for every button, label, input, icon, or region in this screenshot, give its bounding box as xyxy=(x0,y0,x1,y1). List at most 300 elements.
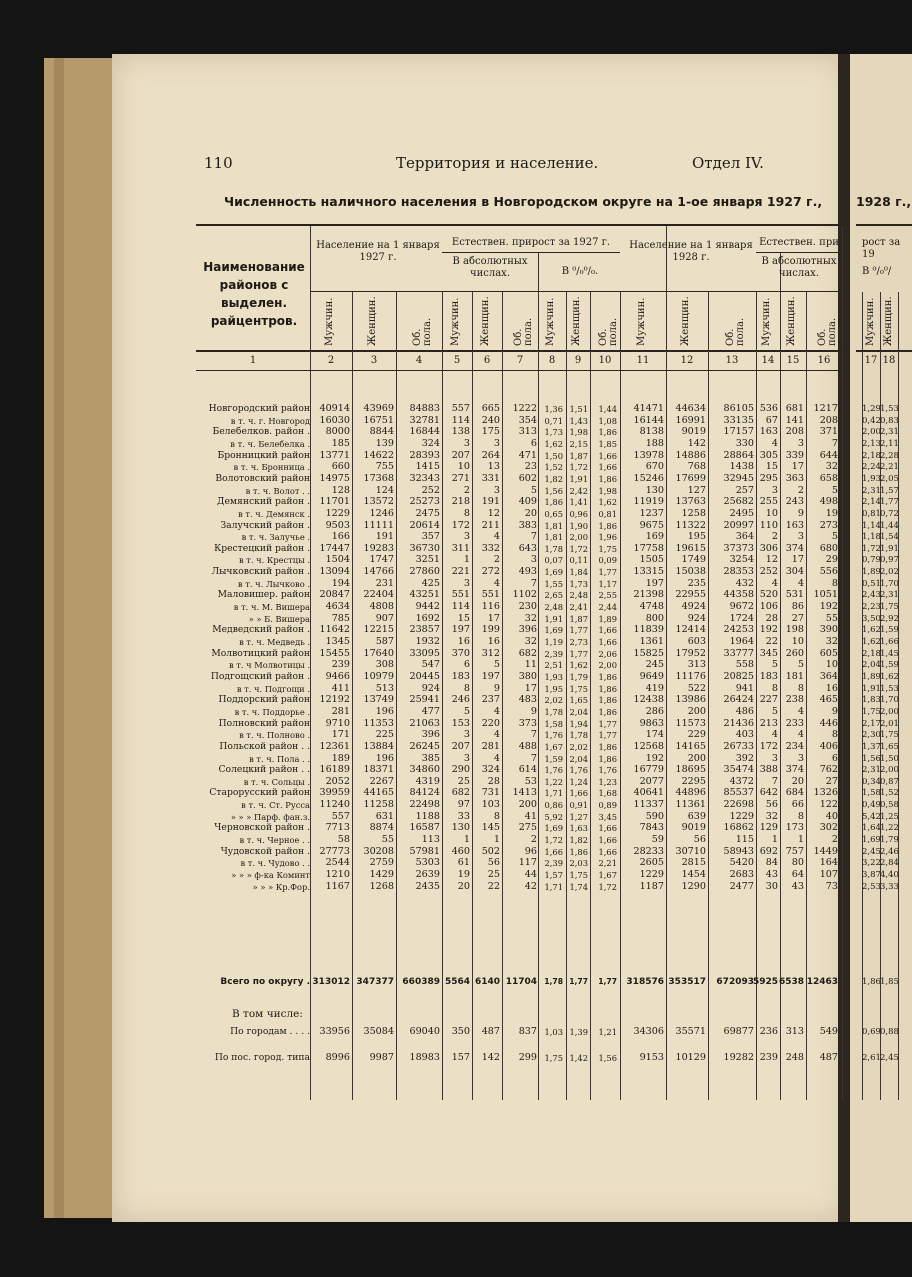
table-row xyxy=(194,753,844,765)
cell: 7 xyxy=(530,531,537,543)
next-page-cell: 3,33 xyxy=(880,881,899,892)
cell: 17 xyxy=(791,461,804,473)
cell: 2,39 xyxy=(544,648,563,659)
cell: 1,90 xyxy=(569,520,588,531)
cell: 172 xyxy=(451,519,470,531)
next-page-cell: 2,13 xyxy=(862,438,881,449)
next-page-cell: 2,31 xyxy=(862,765,881,776)
cell: 69877 xyxy=(723,1026,754,1037)
table-row xyxy=(194,415,844,427)
cell: 69040 xyxy=(409,1026,440,1037)
cell: 1361 xyxy=(639,636,664,647)
cell: 477 xyxy=(421,705,440,717)
cell: 233 xyxy=(785,717,804,729)
next-page-row xyxy=(862,811,912,823)
cell: 271 xyxy=(451,472,470,484)
pct-next-header: В ⁰/₀⁰/ xyxy=(862,266,892,277)
cell: 13572 xyxy=(363,496,394,508)
next-page-row xyxy=(862,834,912,846)
cell: 18371 xyxy=(363,764,394,776)
cell: 354 xyxy=(518,414,537,426)
next-page-row xyxy=(862,578,912,590)
cell: 2,00 xyxy=(598,660,617,671)
cell: 1,66 xyxy=(598,462,617,473)
column-number: 13 xyxy=(725,355,739,366)
cell: 2,02 xyxy=(569,741,588,752)
next-page-cell: 5,42 xyxy=(862,811,881,822)
cell: 681 xyxy=(785,403,804,414)
cell: 350 xyxy=(451,1026,470,1037)
cell: 16991 xyxy=(675,414,706,426)
cell: 12463 xyxy=(806,977,838,987)
row-name: в т. ч. Лычково . xyxy=(237,578,310,589)
next-page-cell: 1,54 xyxy=(880,532,899,543)
cell: 174 xyxy=(645,729,664,741)
cell: 324 xyxy=(421,437,440,449)
cell: 318576 xyxy=(626,977,664,987)
cell: 487 xyxy=(481,1026,500,1037)
cell: 4 xyxy=(493,729,500,741)
cell: 3 xyxy=(797,752,804,764)
cell: 471 xyxy=(518,449,537,461)
cell: 195 xyxy=(687,531,706,543)
table-row xyxy=(194,601,844,613)
row-name: Залучский район . xyxy=(220,519,310,531)
cell: 40641 xyxy=(633,787,664,799)
cell: 13771 xyxy=(319,449,350,461)
column-number: 3 xyxy=(370,355,378,366)
cell: 19 xyxy=(457,869,470,880)
next-page-cell: 1,93 xyxy=(862,473,881,484)
next-page-cell: 1,14 xyxy=(862,520,881,531)
cell: 403 xyxy=(735,729,754,741)
next-page-cell: 0,42 xyxy=(862,415,881,426)
cell: 13094 xyxy=(319,566,350,578)
cell: 1,76 xyxy=(544,730,563,741)
next-page-cell: 1,52 xyxy=(880,788,899,799)
cell: 175 xyxy=(481,426,500,438)
cell: 20 xyxy=(791,775,804,787)
cell: 2,48 xyxy=(544,602,563,613)
cell: 488 xyxy=(518,740,537,752)
cell: 181 xyxy=(785,670,804,682)
colnum-rule xyxy=(196,370,844,371)
cell: 5 xyxy=(493,659,500,671)
next-page-cell: 1,62 xyxy=(862,637,881,647)
cell: 603 xyxy=(687,636,706,647)
cell: 139 xyxy=(375,437,394,449)
cell: 1,86 xyxy=(598,683,617,694)
cell: 238 xyxy=(785,694,804,706)
cell: 0,91 xyxy=(569,800,588,811)
cell: 1,81 xyxy=(544,532,563,543)
cell: 2477 xyxy=(729,880,754,892)
next-page-row xyxy=(862,881,912,893)
growth-pct-header: В ⁰/₀⁰/₀. xyxy=(561,266,599,277)
cell: 2,51 xyxy=(544,660,563,671)
cell: 141 xyxy=(785,414,804,426)
cell: 551 xyxy=(451,589,470,601)
cell: 17368 xyxy=(363,472,394,484)
cell: 58 xyxy=(337,834,350,846)
cell: 4 xyxy=(493,752,500,764)
cell: 1,86 xyxy=(544,497,563,508)
cell: 614 xyxy=(518,764,537,776)
cell: 127 xyxy=(687,484,706,496)
cell: 26245 xyxy=(409,740,440,752)
growth-header: Естествен. прирост за 1927 г. xyxy=(451,237,611,248)
cell: 1,42 xyxy=(569,1053,588,1063)
cell: 1,67 xyxy=(544,741,563,752)
cell: 243 xyxy=(785,496,804,508)
cell: 153 xyxy=(451,717,470,729)
cell: 15 xyxy=(765,461,778,473)
cell: 9863 xyxy=(639,717,664,729)
row-name: По пос. город. типа xyxy=(214,1052,310,1063)
subheader-m: Мужчин. xyxy=(545,297,556,346)
next-page-row xyxy=(862,706,912,718)
cell: 4372 xyxy=(729,775,754,787)
next-page-cell: 2,45 xyxy=(862,846,881,857)
cell: 33956 xyxy=(319,1026,350,1037)
cell: 357 xyxy=(421,531,440,543)
table-row xyxy=(194,659,844,671)
cell: 755 xyxy=(375,461,394,473)
cell: 2,04 xyxy=(569,706,588,717)
table-row xyxy=(194,846,844,858)
cell: 1,17 xyxy=(598,578,617,589)
cell: 557 xyxy=(331,810,350,822)
table-row xyxy=(194,438,844,450)
cell: 1,86 xyxy=(598,671,617,682)
cell: 130 xyxy=(451,822,470,834)
pop1927-header: Население на 1 января 1927 г. xyxy=(316,240,440,263)
row-name: Новгородский район xyxy=(208,403,310,414)
cell: 55 xyxy=(381,834,394,846)
cell: 73 xyxy=(825,880,838,892)
next-page-cell: 1,89 xyxy=(862,567,881,578)
cell: 43251 xyxy=(409,589,440,601)
cell: 1268 xyxy=(369,880,394,892)
cell: 1229 xyxy=(325,507,350,519)
cell: 27860 xyxy=(409,566,440,578)
table-row xyxy=(194,976,844,988)
cell: 1692 xyxy=(415,612,440,624)
subheader-f: Женщин. xyxy=(571,296,582,346)
cell: 16779 xyxy=(633,764,664,776)
cell: 304 xyxy=(785,566,804,578)
cell: 172 xyxy=(759,740,778,752)
cell: 9019 xyxy=(681,822,706,834)
cell: 531 xyxy=(785,589,804,601)
cell: 145 xyxy=(481,822,500,834)
next-page-row xyxy=(862,1052,912,1064)
next-page-cell: 2,04 xyxy=(862,660,881,671)
cell: 1,59 xyxy=(544,753,563,764)
cell: 128 xyxy=(331,484,350,496)
cell: 0,65 xyxy=(544,508,563,519)
cell: 1258 xyxy=(681,507,706,519)
subheader-t: Об. пола. xyxy=(513,317,534,346)
cell: 16 xyxy=(487,636,500,647)
column-number: 14 xyxy=(761,355,775,366)
next-page-row xyxy=(862,473,912,485)
cell: 44 xyxy=(524,869,537,880)
cell: 1505 xyxy=(639,554,664,566)
cell: 9 xyxy=(530,705,537,717)
cell: 1,62 xyxy=(598,497,617,508)
cell: 1429 xyxy=(369,869,394,880)
next-page-cell: 1,59 xyxy=(880,660,899,671)
cell: 252 xyxy=(421,484,440,496)
cell: 15455 xyxy=(319,647,350,659)
cell: 1,75 xyxy=(598,543,617,554)
cell: 670 xyxy=(645,461,664,473)
cell: 15 xyxy=(457,612,470,624)
cell: 2 xyxy=(530,834,537,846)
cell: 7843 xyxy=(639,822,664,834)
cell: 116 xyxy=(481,601,500,613)
cell: 114 xyxy=(451,414,470,426)
cell: 602 xyxy=(518,472,537,484)
cell: 1,93 xyxy=(544,671,563,682)
cell: 2,21 xyxy=(598,858,617,869)
row-name: По городам . . . . xyxy=(230,1026,310,1037)
table-row xyxy=(194,636,844,648)
next-page-cell: 1,57 xyxy=(880,485,899,496)
cell: 10979 xyxy=(363,670,394,682)
cell: 1,68 xyxy=(598,788,617,799)
including-label: В том числе: xyxy=(232,1008,303,1020)
table-caption: Численность наличного населения в Новгородском округе на 1-ое января 1927 г., xyxy=(224,194,823,209)
cell: 547 xyxy=(421,659,440,671)
cell: 9649 xyxy=(639,670,664,682)
next-page-row xyxy=(862,764,912,776)
cell: 290 xyxy=(451,764,470,776)
cell: 124 xyxy=(375,484,394,496)
cell: 1,73 xyxy=(544,427,563,438)
cell: 1,91 xyxy=(544,613,563,624)
cell: 9442 xyxy=(415,601,440,613)
cell: 25 xyxy=(487,869,500,880)
cell: 406 xyxy=(819,740,838,752)
cell: 5925 xyxy=(752,977,778,987)
cell: 163 xyxy=(785,519,804,531)
cell: 9466 xyxy=(325,670,350,682)
cell: 536 xyxy=(759,403,778,414)
cell: 385 xyxy=(421,752,440,764)
table-row xyxy=(194,461,844,473)
cell: 8874 xyxy=(369,822,394,834)
cell: 5 xyxy=(771,659,778,671)
cell: 30208 xyxy=(363,845,394,857)
table-row xyxy=(194,764,844,776)
cell: 549 xyxy=(819,1026,838,1037)
next-page-cell: 2,05 xyxy=(880,473,899,484)
next-page-row xyxy=(862,799,912,811)
next-page-cell: 1,18 xyxy=(862,532,881,543)
cell: 16 xyxy=(457,636,470,647)
table-row xyxy=(194,613,844,625)
cell: 1504 xyxy=(325,554,350,566)
next-page-cell: 0,69 xyxy=(862,1027,881,1037)
cell: 67 xyxy=(765,414,778,426)
table-row xyxy=(194,706,844,718)
row-name: в т. ч. Крестцы . xyxy=(238,555,310,566)
cell: 32945 xyxy=(723,472,754,484)
cell: 281 xyxy=(481,740,500,752)
cell: 107 xyxy=(819,869,838,880)
cell: 40914 xyxy=(319,403,350,414)
row-name: Молвотицкий район xyxy=(211,647,310,659)
cell: 248 xyxy=(785,1052,804,1063)
cell: 16144 xyxy=(633,414,664,426)
cell: 286 xyxy=(645,705,664,717)
table-row xyxy=(194,857,844,869)
next-page-cell: 0,51 xyxy=(862,578,881,589)
row-name: в т. ч. Сольцы . xyxy=(243,776,310,787)
cell: 465 xyxy=(819,694,838,706)
row-name: в т. ч. Пола . . xyxy=(249,753,310,764)
cell: 2,48 xyxy=(569,590,588,601)
cell: 234 xyxy=(785,740,804,752)
cell: 3 xyxy=(797,437,804,449)
cell: 558 xyxy=(735,659,754,671)
header-bottom-rule xyxy=(196,350,844,352)
cell: 192 xyxy=(819,601,838,613)
cell: 26424 xyxy=(723,694,754,706)
next-page-cell: 1,22 xyxy=(880,823,899,834)
cell: 1749 xyxy=(681,554,706,566)
cell: 411 xyxy=(331,682,350,694)
cell: 299 xyxy=(518,1052,537,1063)
next-page-cell: 2,21 xyxy=(880,462,899,473)
table-row xyxy=(194,834,844,846)
cell: 1,27 xyxy=(569,811,588,822)
cell: 5,92 xyxy=(544,811,563,822)
cell: 130 xyxy=(645,484,664,496)
cell: 61 xyxy=(457,857,470,869)
subheader-t: Об. пола. xyxy=(412,317,433,346)
cell: 1,69 xyxy=(544,823,563,834)
cell: 16862 xyxy=(723,822,754,834)
cell: 1,82 xyxy=(544,473,563,484)
cell: 17758 xyxy=(633,542,664,554)
cell: 1,75 xyxy=(569,870,588,880)
next-page-row xyxy=(862,729,912,741)
cell: 1345 xyxy=(325,636,350,647)
next-page-cell: 1,77 xyxy=(880,497,899,508)
table-row xyxy=(194,718,844,730)
cell: 25941 xyxy=(409,694,440,706)
next-page-row xyxy=(862,531,912,543)
subheader-m: Мужчин. xyxy=(450,297,461,346)
cell: 5564 xyxy=(444,977,470,987)
table-row xyxy=(194,520,844,532)
cell: 3 xyxy=(771,752,778,764)
next-page-cell: 1,79 xyxy=(880,835,899,846)
cell: 42 xyxy=(524,880,537,892)
next-page-cell: 1,62 xyxy=(880,671,899,682)
row-name: в т. ч. Бронница . xyxy=(233,462,310,473)
cell: 13986 xyxy=(675,694,706,706)
cell: 17699 xyxy=(675,472,706,484)
cell: 24253 xyxy=(723,624,754,636)
next-page-cell: 1,59 xyxy=(880,625,899,636)
next-page-cell: 1,50 xyxy=(880,753,899,764)
cell: 32 xyxy=(524,612,537,624)
cell: 43 xyxy=(791,880,804,892)
cell: 16 xyxy=(825,682,838,694)
row-name: в т. ч. Залучье . xyxy=(241,532,310,543)
row-name: в т. ч. М. Вишера xyxy=(233,602,310,613)
next-page-cell: 2,46 xyxy=(880,846,899,857)
subheader-t: Об. пола. xyxy=(598,317,619,346)
cell: 1,89 xyxy=(598,613,617,624)
cell: 364 xyxy=(735,531,754,543)
next-page-row xyxy=(862,1026,912,1038)
table-row xyxy=(194,403,844,415)
cell: 4 xyxy=(493,531,500,543)
cell: 396 xyxy=(518,624,537,636)
column-number: 10 xyxy=(598,355,612,366)
cell: 3 xyxy=(797,531,804,543)
next-page-row xyxy=(862,846,912,858)
cell: 192 xyxy=(645,752,664,764)
cell: 3 xyxy=(530,554,537,566)
next-page-row xyxy=(862,694,912,706)
cell: 281 xyxy=(331,705,350,717)
cell: 1,75 xyxy=(544,1053,563,1063)
cell: 460 xyxy=(451,845,470,857)
row-name: в т. ч. Полново . xyxy=(239,730,310,741)
cell: 513 xyxy=(375,682,394,694)
cell: 1413 xyxy=(512,787,537,799)
next-page-cell: 0,34 xyxy=(862,776,881,787)
cell: 639 xyxy=(687,810,706,822)
cell: 11111 xyxy=(363,519,394,531)
cell: 520 xyxy=(759,589,778,601)
table-row xyxy=(194,508,844,520)
growth-abs-header: В абсолютных числах. xyxy=(452,256,528,279)
cell: 14975 xyxy=(319,472,350,484)
cell: 41471 xyxy=(633,403,664,414)
cell: 11322 xyxy=(675,519,706,531)
cell: 10 xyxy=(457,461,470,473)
cell: 1438 xyxy=(729,461,754,473)
cell: 40 xyxy=(825,810,838,822)
cell: 1,77 xyxy=(569,977,588,986)
cell: 3 xyxy=(493,437,500,449)
cell: 41 xyxy=(524,810,537,822)
cell: 311 xyxy=(451,542,470,554)
cell: 12361 xyxy=(319,740,350,752)
cell: 1,66 xyxy=(569,788,588,799)
cell: 345 xyxy=(759,647,778,659)
next-page-cell: 2,45 xyxy=(880,1053,899,1063)
cell: 22955 xyxy=(675,589,706,601)
cell: 5420 xyxy=(729,857,754,869)
cell: 837 xyxy=(518,1026,537,1037)
next-page-cell: 1,25 xyxy=(880,811,899,822)
cell: 1,78 xyxy=(544,706,563,717)
column-number: 9 xyxy=(574,355,582,366)
cell: 35084 xyxy=(363,1026,394,1037)
cell: 556 xyxy=(819,566,838,578)
growth-next2-header: рост за 19 xyxy=(862,237,901,260)
cell: 18983 xyxy=(409,1052,440,1063)
cell: 11701 xyxy=(319,496,350,508)
